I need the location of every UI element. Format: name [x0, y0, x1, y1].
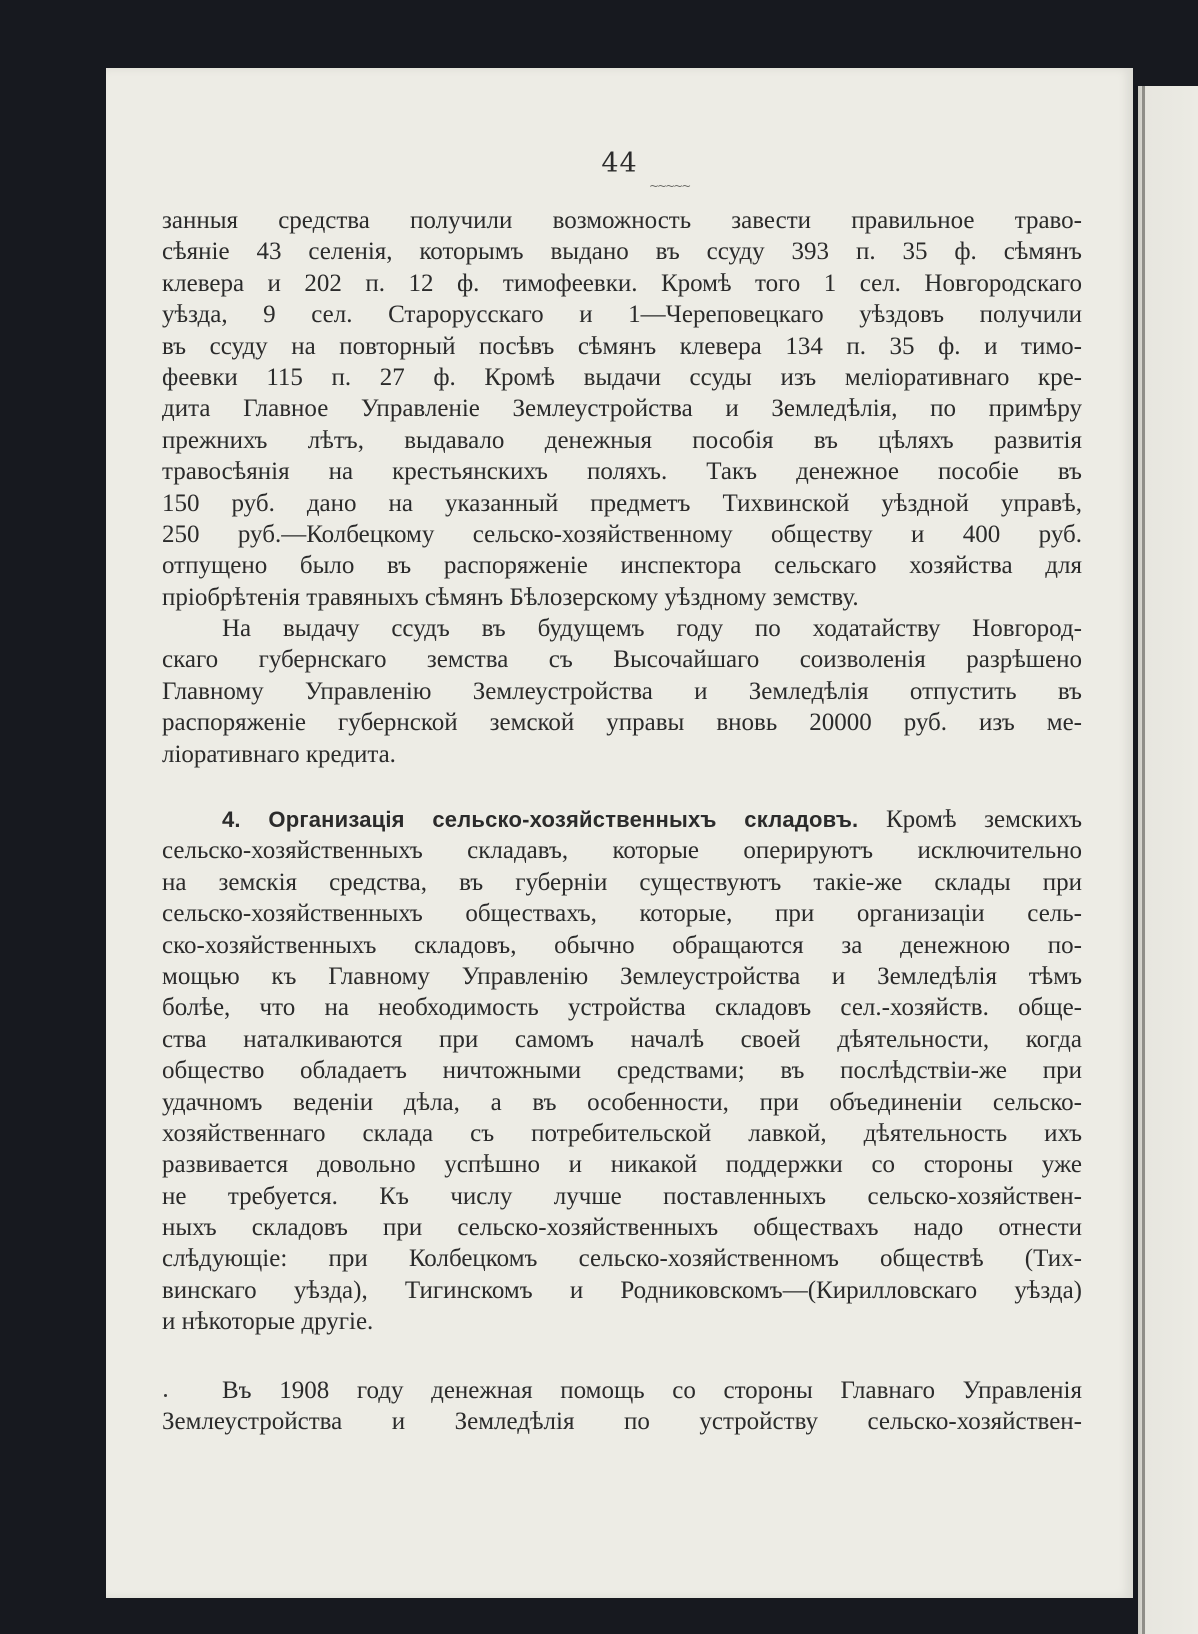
text-line: удачномъ веденіи дѣла, а въ особенности, при объединеніи сельско-	[162, 1088, 1082, 1116]
text-line: развивается довольно успѣшно и никакой поддержки со стороны уже	[162, 1151, 1082, 1179]
paragraph-1908-assistance	[162, 1375, 1082, 1438]
text-line: распоряженіе губернской земской управы вновь 20000 руб. изъ ме-	[162, 709, 1082, 737]
text-line: дита Главное Управленіе Землеустройства и Земледѣлія, по примѣру	[162, 395, 1082, 423]
text-line: слѣдующіе: при Колбецкомъ сельско-хозяйственномъ обществѣ (Тих-	[162, 1245, 1082, 1273]
text-line: 150 руб. дано на указанный предметъ Тихвинской уѣздной управѣ,	[162, 489, 1082, 517]
paragraph-future-loans	[162, 613, 1082, 770]
text-line: скаго губернскаго земства съ Высочайшаго соизволенія разрѣшено	[162, 646, 1082, 674]
page-gutter	[1142, 86, 1145, 1634]
page-number-ornament: ~~~~~	[649, 179, 690, 193]
text-line: На выдачу ссудъ въ будущемъ году по ходатайству Новгород-	[222, 615, 1082, 642]
text-line: Въ 1908 году денежная помощь со стороны Главнаго Управленія	[222, 1377, 1082, 1404]
page-number: 44	[601, 148, 638, 179]
text-line: сельско-хозяйственныхъ обществахъ, которые, при организаціи сель-	[162, 900, 1082, 928]
text-line: болѣе, что на необходимость устройства складовъ сел.-хозяйств. обще-	[162, 994, 1082, 1022]
text-line: Землеустройства и Земледѣлія по устройству сельско-хозяйствен-	[162, 1408, 1082, 1436]
section-first-line	[162, 804, 1082, 835]
text-line: общество обладаетъ ничтожными средствами; въ послѣдствіи-же при	[162, 1057, 1082, 1085]
text-line: ства наталкиваются при самомъ началѣ своей дѣятельности, когда	[162, 1025, 1082, 1053]
text-line: на земскія средства, въ губерніи существуютъ такіе-же склады при	[162, 868, 1082, 896]
text-line: Главному Управленію Землеустройства и Земледѣлія отпустить въ	[162, 677, 1082, 705]
next-page-edge	[1138, 86, 1198, 1634]
text-line: и нѣкоторые другіе.	[162, 1308, 374, 1336]
text-line: ліоративнаго кредита.	[162, 740, 396, 768]
text-line: травосѣянія на крестьянскихъ поляхъ. Такъ денежное пособіе въ	[162, 458, 1082, 486]
text-line: прежнихъ лѣтъ, выдавало денежныя пособія въ цѣляхъ развитія	[162, 426, 1082, 454]
text-line: 250 руб.—Колбецкому сельско-хозяйственному обществу и 400 руб.	[162, 520, 1082, 548]
paragraph-grass-sowing-loans	[162, 205, 1082, 613]
text-line: хозяйственнаго склада съ потребительской лавкой, дѣятельность ихъ	[162, 1119, 1082, 1147]
text-line: феевки 115 п. 27 ф. Кромѣ выдачи ссуды изъ меліоративнаго кре-	[162, 363, 1082, 391]
text-line: мощью къ Главному Управленію Землеустройства и Земледѣлія тѣмъ	[162, 962, 1082, 990]
text-line: винскаго уѣзда), Тигинскомъ и Родниковскомъ—(Кирилловскаго уѣзда)	[162, 1276, 1082, 1304]
text-line: въ ссуду на повторный посѣвъ сѣмянъ клевера 134 п. 35 ф. и тимо-	[162, 332, 1082, 360]
section-heading: 4. Организація сельско-хозяйственныхъ складовъ.	[222, 807, 859, 832]
text-line: сельско-хозяйственныхъ складавъ, которые оперируютъ исключительно	[162, 837, 1082, 865]
text-line: отпущено было въ распоряженіе инспектора сельскаго хозяйства для	[162, 552, 1082, 580]
text-line: занныя средства получили возможность завести правильное траво-	[162, 207, 1082, 234]
text-line: ско-хозяйственныхъ складовъ, обычно обращаются за денежною по-	[162, 931, 1082, 959]
section-4-warehouses	[162, 804, 1082, 1338]
text-line: ныхъ складовъ при сельско-хозяйственныхъ обществахъ надо отнести	[162, 1214, 1082, 1242]
text-line: не требуется. Къ числу лучше поставленныхъ сельско-хозяйствен-	[162, 1182, 1082, 1210]
text-line: сѣяніе 43 селенія, которымъ выдано въ ссуду 393 п. 35 ф. сѣмянъ	[162, 238, 1082, 266]
text-line: клевера и 202 п. 12 ф. тимофеевки. Кромѣ того 1 сел. Новгородскаго	[162, 269, 1082, 297]
text-fragment: Кромѣ земскихъ	[885, 806, 1083, 833]
text-line: пріобрѣтенія травяныхъ сѣмянъ Бѣлозерскому уѣздному земству.	[162, 583, 859, 611]
text-line: уѣзда, 9 сел. Старорусскаго и 1—Череповецкаго уѣздовъ получили	[162, 301, 1082, 329]
